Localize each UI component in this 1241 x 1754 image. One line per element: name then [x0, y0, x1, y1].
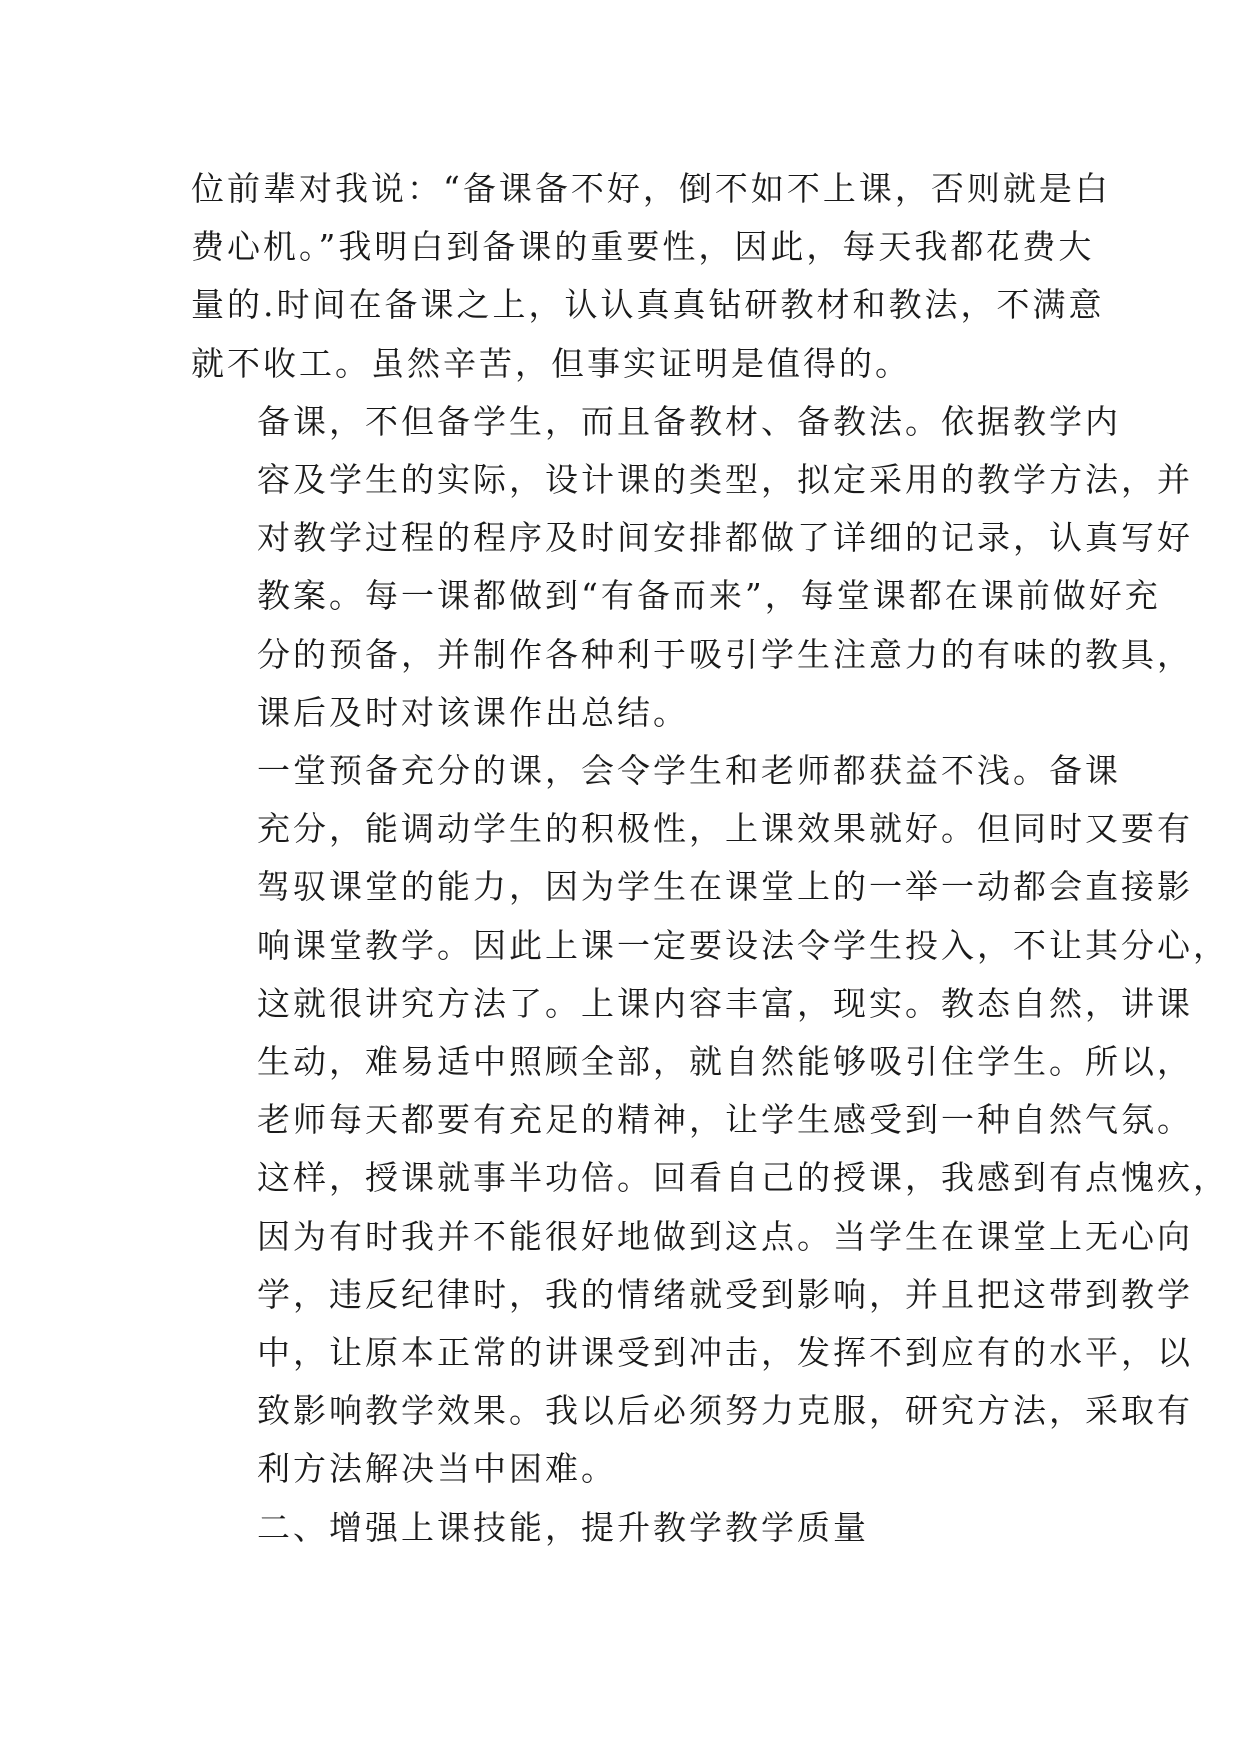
- text-line: 费心机。”我明白到备课的重要性，因此，每天我都花费大: [191, 227, 1095, 267]
- text-line: 充分，能调动学生的积极性，上课效果就好。但同时又要有: [257, 809, 1193, 849]
- text-line: 利方法解决当中困难。: [257, 1449, 617, 1489]
- text-line: 这就很讲究方法了。上课内容丰富，现实。教态自然，讲课: [257, 983, 1193, 1023]
- text-line: 备课，不但备学生，而且备教材、备教法。依据教学内: [257, 401, 1121, 441]
- text-line: 这样，授课就事半功倍。回看自己的授课，我感到有点愧疚，: [257, 1158, 1229, 1198]
- text-line: 就不收工。虽然辛苦，但事实证明是值得的。: [191, 343, 911, 383]
- text-line: 学，违反纪律时，我的情绪就受到影响，并且把这带到教学: [257, 1274, 1193, 1314]
- text-line: 中，让原本正常的讲课受到冲击，发挥不到应有的水平，以: [257, 1333, 1193, 1373]
- text-line: 致影响教学效果。我以后必须努力克服，研究方法，采取有: [257, 1391, 1193, 1431]
- text-line: 位前辈对我说：“备课备不好，倒不如不上课，否则就是白: [191, 169, 1111, 208]
- text-line: 老师每天都要有充足的精神，让学生感受到一种自然气氛。: [257, 1100, 1193, 1140]
- paragraph-3: [191, 742, 1229, 1499]
- paragraph-2: [191, 393, 1193, 742]
- text-line: 量的.时间在备课之上，认认真真钻研教材和教法，不满意: [191, 285, 1105, 325]
- text-line: 响课堂教学。因此上课一定要设法令学生投入，不让其分心，: [257, 925, 1229, 965]
- text-line: 因为有时我并不能很好地做到这点。当学生在课堂上无心向: [257, 1216, 1193, 1256]
- text-line: 容及学生的实际，设计课的类型，拟定采用的教学方法，并: [257, 460, 1193, 500]
- text-line: 生动，难易适中照顾全部，就自然能够吸引住学生。所以，: [257, 1042, 1193, 1082]
- document-body: [191, 160, 1229, 1557]
- paragraph-1: [191, 160, 1111, 393]
- text-line: 对教学过程的程序及时间安排都做了详细的记录，认真写好: [257, 518, 1193, 558]
- section-heading: [191, 1499, 1051, 1557]
- text-line: 二、增强上课技能，提升教学教学质量: [257, 1507, 869, 1547]
- text-line: 驾驭课堂的能力，因为学生在课堂上的一举一动都会直接影: [257, 867, 1193, 907]
- text-line: 一堂预备充分的课，会令学生和老师都获益不浅。备课: [257, 751, 1121, 791]
- text-line: 分的预备，并制作各种利于吸引学生注意力的有味的教具，: [257, 634, 1193, 674]
- text-line: 课后及时对该课作出总结。: [257, 692, 689, 732]
- text-line: 教案。每一课都做到“有备而来”，每堂课都在课前做好充: [257, 576, 1161, 616]
